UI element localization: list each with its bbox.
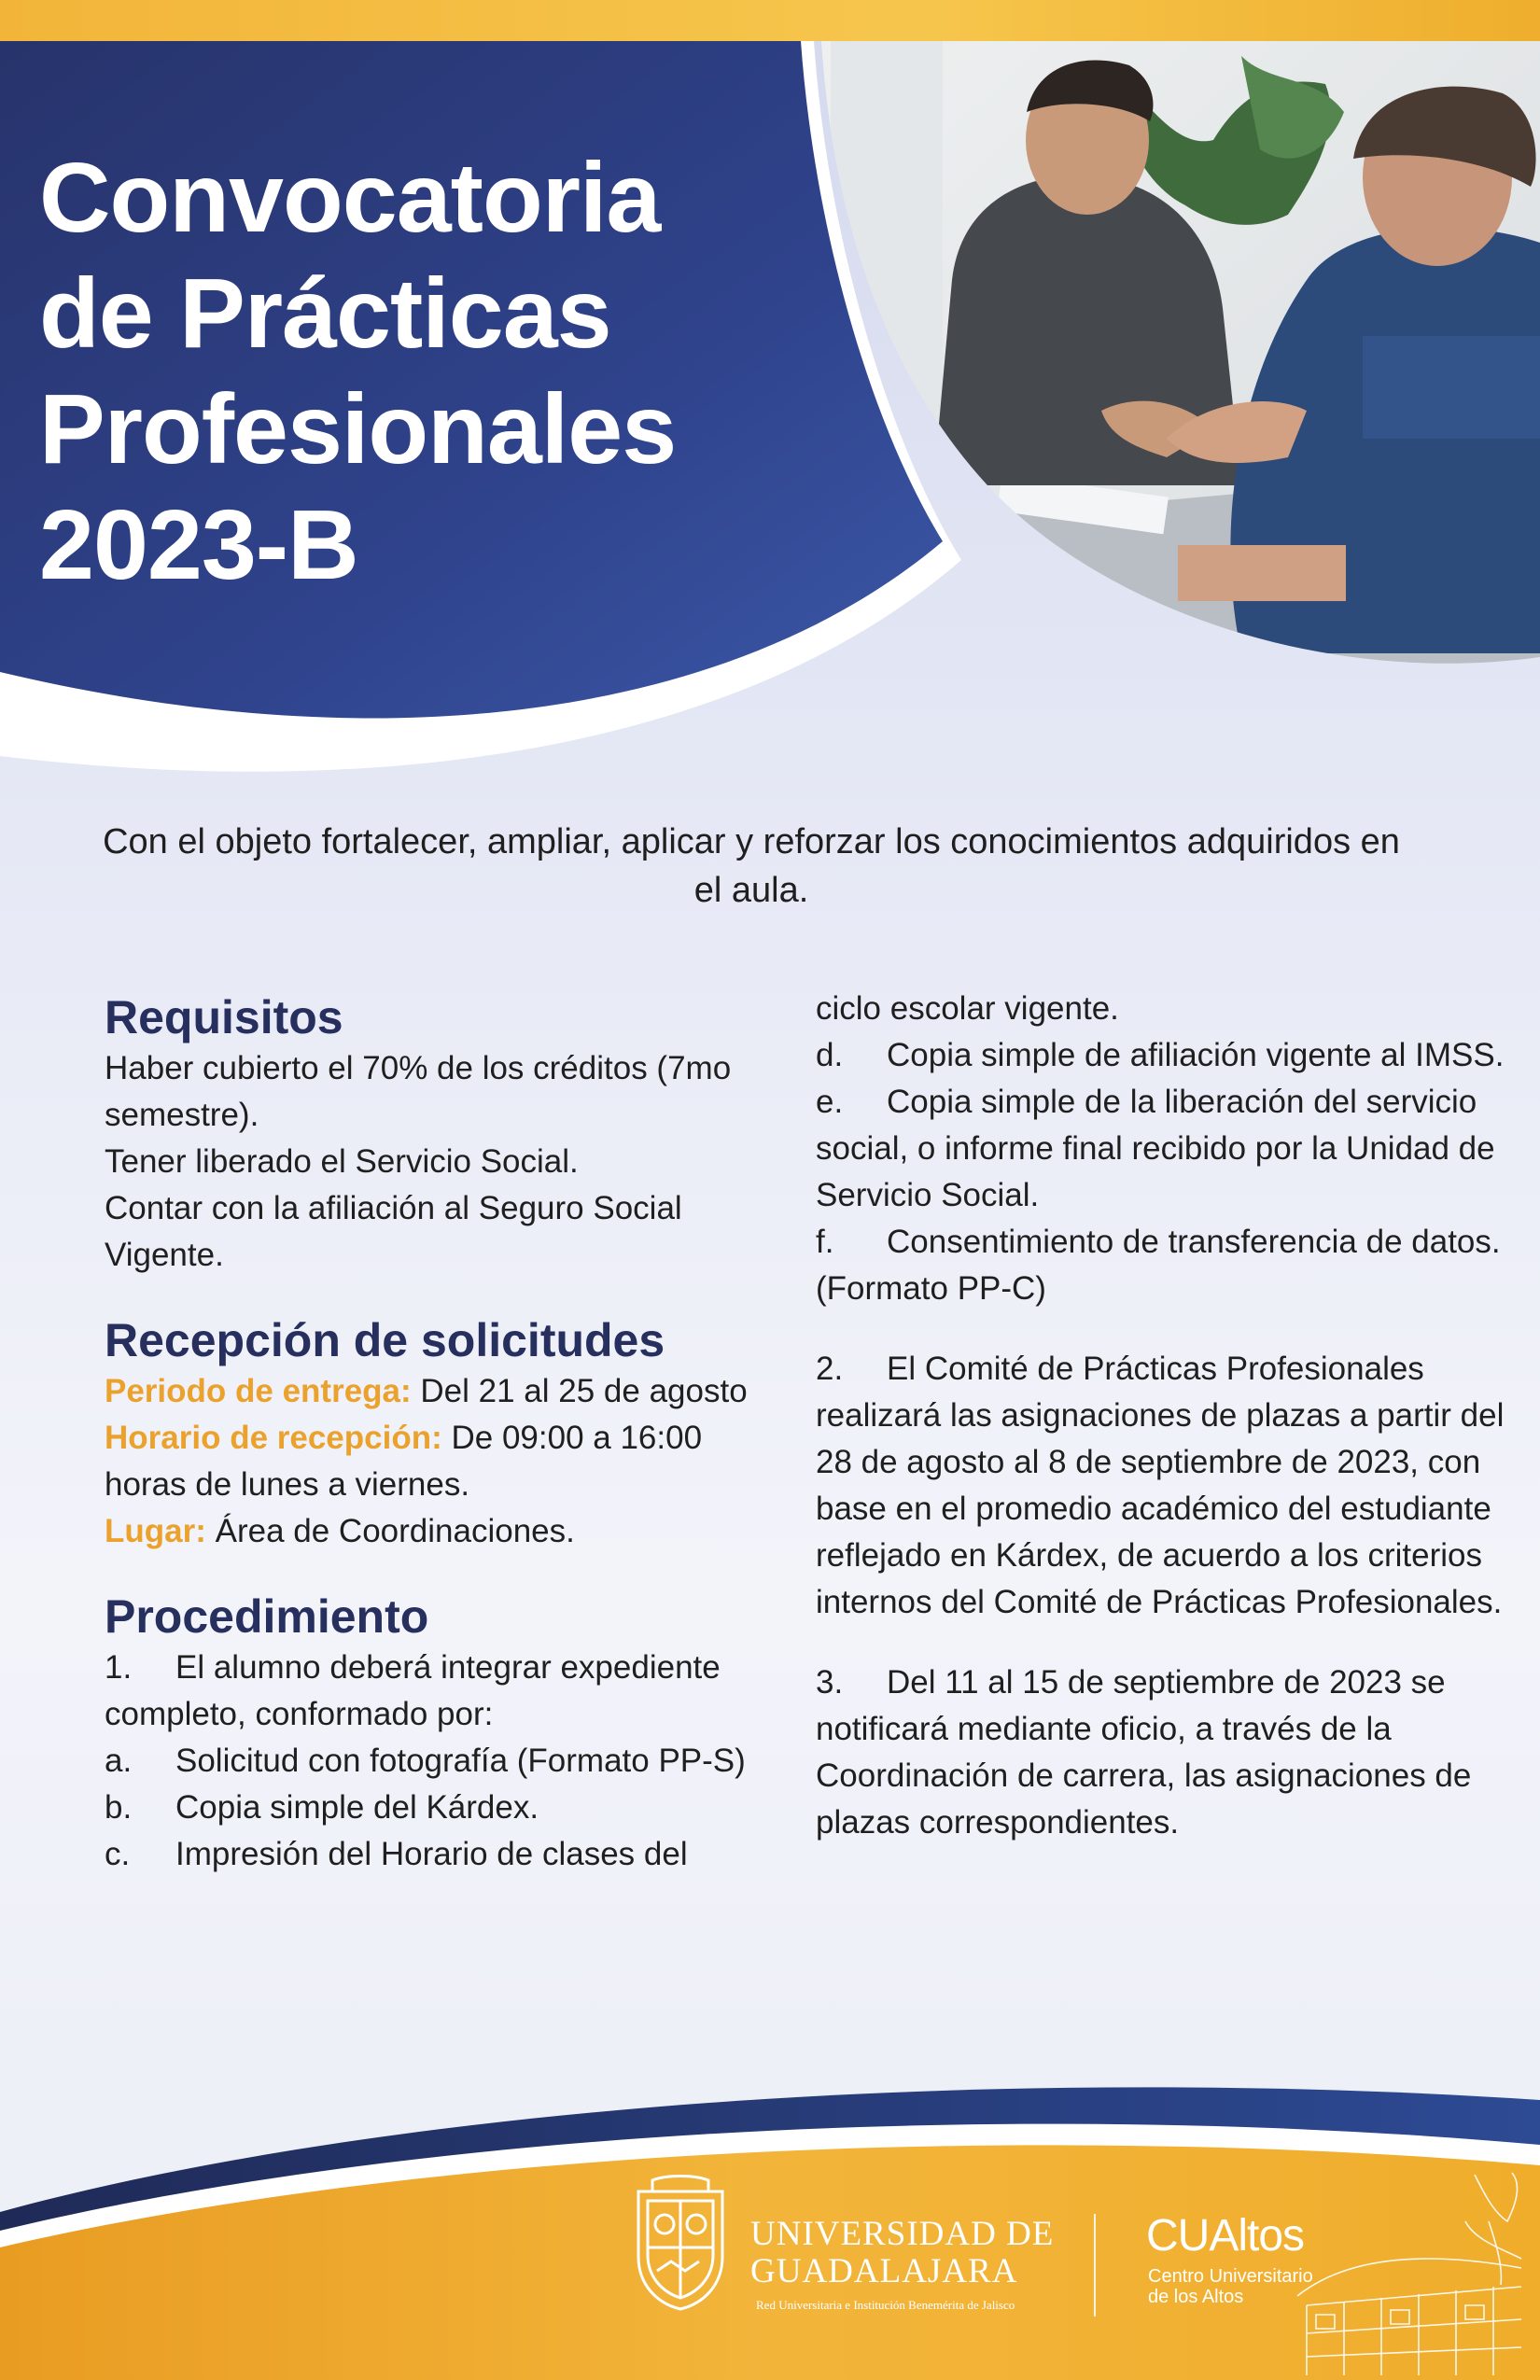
logo-separator (1094, 2214, 1096, 2317)
horario-recepcion (105, 1415, 758, 1508)
intro-text: Con el objeto fortalecer, ampliar, aplicar y reforzar los conocimientos adquiridos en el aula. (103, 822, 1400, 910)
step-number: 3. (816, 1664, 844, 1701)
sub-item (816, 1032, 1506, 1079)
sub-item-text: Solicitud con fotografía (Formato PP-S) (175, 1743, 746, 1779)
udg-name (750, 2216, 1054, 2290)
sub-item-text: Copia simple de afiliación vigente al IMSS. (887, 1037, 1505, 1073)
page-title (39, 140, 861, 603)
requisito-item: Haber cubierto el 70% de los créditos (7mo semestre). (105, 1050, 732, 1133)
sub-item-continuation: ciclo escolar vigente. (816, 990, 1119, 1027)
periodo-label: Periodo de entrega: (105, 1373, 412, 1409)
lugar-label: Lugar: (105, 1513, 206, 1549)
sub-item-letter: a. (105, 1743, 133, 1779)
section-gap (816, 1626, 1506, 1659)
cualtos-subtitle-line: Centro Universitario (1148, 2266, 1313, 2287)
cualtos-subtitle-line: de los Altos (1148, 2287, 1244, 2307)
title-line: Convocatoria (39, 143, 661, 253)
step-text: El alumno deberá integrar expediente completo, conformado por: (105, 1649, 721, 1732)
cualtos-title: CUAltos (1146, 2211, 1305, 2261)
sub-item-letter: e. (816, 1084, 844, 1120)
procedimiento-heading: Procedimiento (105, 1590, 429, 1643)
requisito-item: Contar con la afiliación al Seguro Social Vigente. (105, 1190, 682, 1273)
campus-building-drawing (1288, 2165, 1531, 2380)
sub-item-letter: d. (816, 1037, 844, 1073)
udg-subtitle: Red Universitaria e Institución Benemérita de Jalisco (756, 2298, 1015, 2312)
sub-item (816, 1079, 1506, 1219)
udg-name-line: UNIVERSIDAD DE (750, 2215, 1055, 2253)
periodo-value: Del 21 al 25 de agosto (420, 1373, 748, 1409)
sub-item-letter: c. (105, 1836, 131, 1872)
udg-seal-logo (629, 2173, 732, 2313)
sub-item-letter: f. (816, 1224, 834, 1260)
sub-item-letter: b. (105, 1789, 133, 1826)
step-number: 1. (105, 1649, 133, 1686)
step-2 (816, 1346, 1506, 1626)
horario-label: Horario de recepción: (105, 1420, 442, 1456)
handshake-photo (812, 37, 1540, 709)
section-gap (816, 1312, 1506, 1346)
step-text: Del 11 al 15 de septiembre de 2023 se notificará mediante oficio, a través de la Coordinación de carrera, las asignaciones de plazas correspondientes. (816, 1664, 1472, 1841)
right-column (816, 986, 1506, 1846)
sub-item (105, 1785, 758, 1831)
recepcion-heading: Recepción de solicitudes (105, 1314, 665, 1366)
lugar (105, 1508, 758, 1555)
sub-item-text: Copia simple del Kárdex. (175, 1789, 539, 1826)
periodo-entrega (105, 1368, 758, 1415)
section-gap (105, 1279, 758, 1312)
sub-item (816, 1219, 1506, 1312)
sub-item (105, 1831, 758, 1878)
sub-item-text: Impresión del Horario de clases del (175, 1836, 688, 1872)
step-1 (105, 1645, 758, 1738)
step-number: 2. (816, 1351, 844, 1387)
section-gap (105, 1555, 758, 1589)
sub-item-text: Copia simple de la liberación del servicio social, o informe final recibido por la Unidad de Servicio Social. (816, 1084, 1495, 1213)
udg-name-line: GUADALAJARA (750, 2252, 1018, 2290)
left-column (105, 989, 758, 1878)
sub-item (105, 1738, 758, 1785)
lugar-value: Área de Coordinaciones. (215, 1513, 575, 1549)
title-line: Profesionales (39, 374, 677, 484)
requisito-item: Tener liberado el Servicio Social. (105, 1143, 579, 1180)
requisitos-heading: Requisitos (105, 991, 343, 1043)
title-line: de Prácticas (39, 259, 611, 369)
title-line: 2023-B (39, 490, 358, 600)
step-3 (816, 1659, 1506, 1846)
horario-value: De 09:00 a 16:00 horas de lunes a viernes. (105, 1420, 703, 1503)
step-text: El Comité de Prácticas Profesionales realizará las asignaciones de plazas a partir del 28 de agosto al 8 de septiembre de 2023, con base en el promedio académico del estudiante reflejado en Kárdex, de acuerdo a los criterios internos del Comité de Prácticas Profesionales. (816, 1351, 1505, 1620)
sub-item-text: Consentimiento de transferencia de datos. (Formato PP-C) (816, 1224, 1501, 1307)
